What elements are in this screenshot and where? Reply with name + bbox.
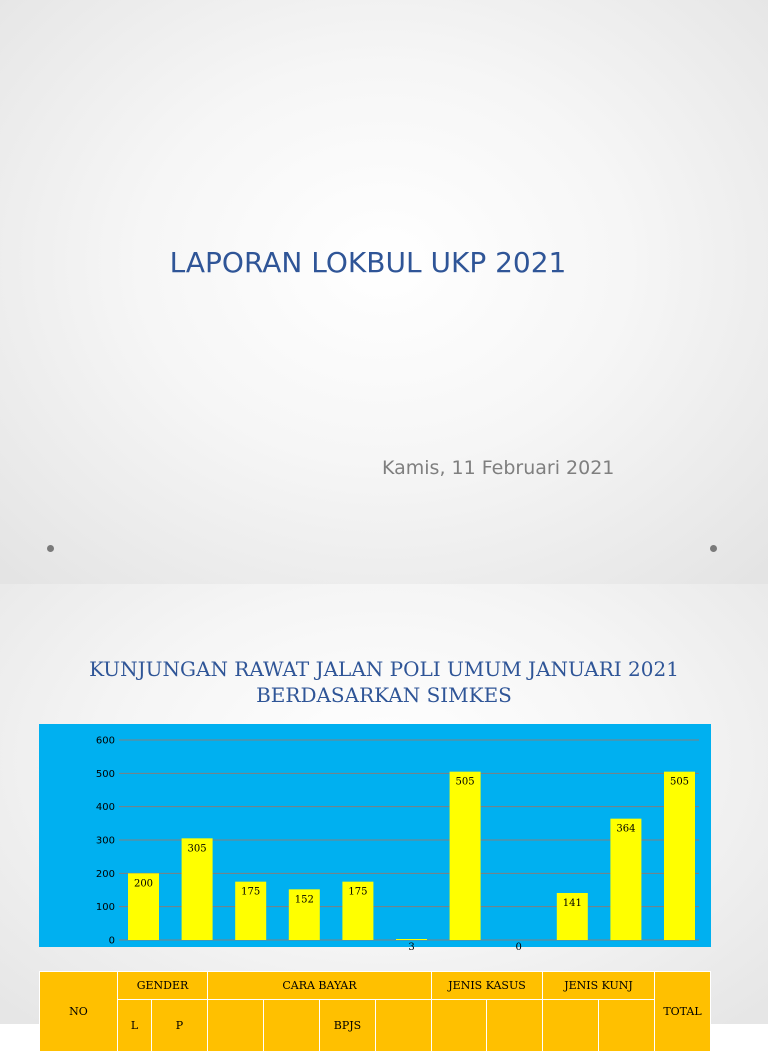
chart-slide-title <box>0 656 768 708</box>
bar-value-label: 505 <box>669 776 690 788</box>
slide-subtitle-date: Kamis, 11 Februari 2021 <box>382 457 615 479</box>
table-header-jenis-kunj-1 <box>543 1000 599 1052</box>
y-tick-label: 0 <box>108 935 115 947</box>
bar <box>450 772 481 940</box>
bar-value-label: 305 <box>187 843 207 855</box>
table-header-gender: GENDER <box>118 972 208 1000</box>
y-tick-label: 400 <box>95 802 115 814</box>
bar-value-label: 0 <box>515 942 522 953</box>
bar <box>610 819 641 940</box>
bar-value-label: 175 <box>348 886 368 898</box>
table-header-gender-p: P <box>152 1000 208 1052</box>
table-header-total: TOTAL <box>655 972 711 1052</box>
table-header-no: NO <box>40 972 118 1052</box>
summary-table <box>39 971 711 1052</box>
table-header-jenis-kasus: JENIS KASUS <box>432 972 543 1000</box>
bar-value-label: 141 <box>562 898 582 909</box>
bar-chart <box>39 724 711 953</box>
table-header-cara-bayar-1 <box>208 1000 264 1052</box>
table-header-jenis-kasus-2 <box>487 1000 543 1052</box>
y-tick-label: 100 <box>95 902 115 914</box>
bar-value-label: 3 <box>408 942 415 953</box>
bar <box>396 939 427 940</box>
y-tick-label: 600 <box>95 735 115 747</box>
table-header-jenis-kunj: JENIS KUNJ <box>543 972 655 1000</box>
table-header-gender-l: L <box>118 1000 152 1052</box>
chart-slide-title-line1: KUNJUNGAN RAWAT JALAN POLI UMUM JANUARI 2021 <box>89 657 679 681</box>
chart-slide-title-line2: BERDASARKAN SIMKES <box>256 683 512 707</box>
bar-value-label: 505 <box>455 776 475 788</box>
table-header-cara-bayar-4 <box>376 1000 432 1052</box>
bar-chart-svg <box>39 724 711 953</box>
bar <box>664 772 695 940</box>
bar-value-label: 152 <box>294 894 314 906</box>
bar-value-label: 175 <box>241 886 261 898</box>
bullet-dot-left <box>47 545 54 552</box>
table-header-cara-bayar: CARA BAYAR <box>208 972 432 1000</box>
slide-title: LAPORAN LOKBUL UKP 2021 <box>169 246 567 279</box>
bar-value-label: 364 <box>616 823 636 835</box>
table-header-jenis-kasus-1 <box>432 1000 487 1052</box>
y-tick-label: 200 <box>95 868 115 880</box>
y-tick-label: 500 <box>95 768 115 780</box>
bullet-dot-right <box>710 545 717 552</box>
bar-value-label: 200 <box>133 878 154 890</box>
y-tick-label: 300 <box>95 835 115 847</box>
table-header-cara-bayar-2 <box>264 1000 320 1052</box>
table-header-bpjs: BPJS <box>320 1000 376 1052</box>
table-header-jenis-kunj-2 <box>599 1000 655 1052</box>
